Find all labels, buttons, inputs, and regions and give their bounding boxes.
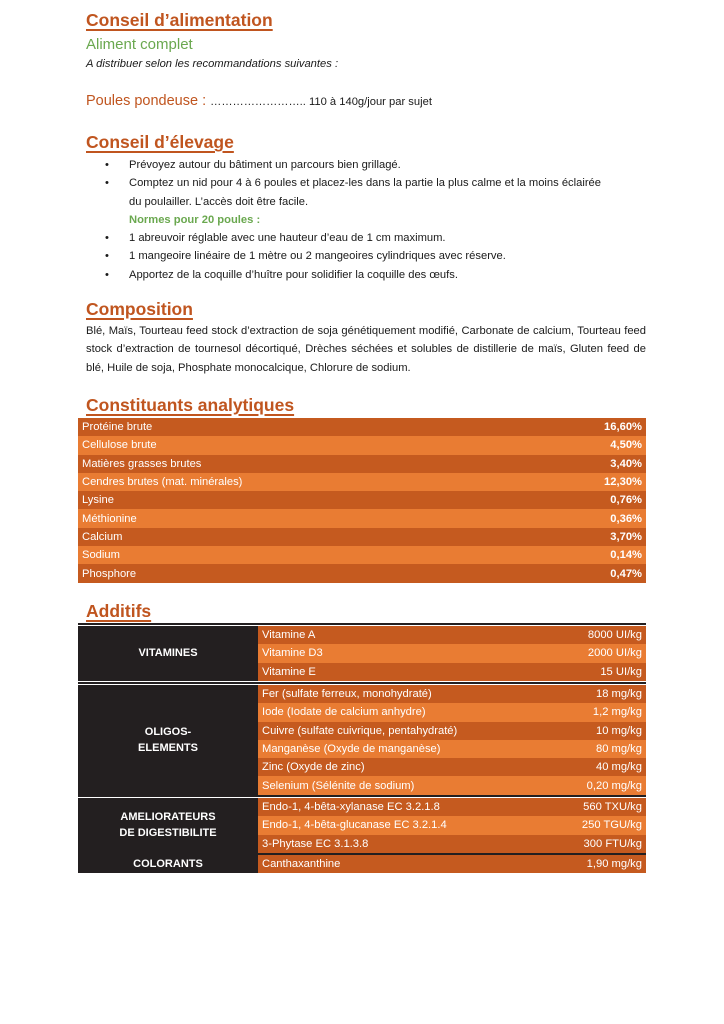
table-row: Fer (sulfate ferreux, monohydraté) 18 mg/kg	[258, 685, 646, 703]
dosage-label: Poules pondeuse :	[86, 93, 211, 109]
table-row: Sodium 0,14%	[78, 546, 646, 564]
section-title-analytics: Constituants analytiques	[86, 395, 295, 415]
table-row: Zinc (Oxyde de zinc) 40 mg/kg	[258, 758, 646, 776]
list-item: • Comptez un nid pour 4 à 6 poules et placez-les dans la partie la plus calme et la moins éclairée	[129, 174, 649, 192]
additive-group-digestibility	[78, 798, 646, 853]
table-row: Iode (Iodate de calcium anhydre) 1,2 mg/kg	[258, 703, 646, 721]
divider	[78, 623, 646, 625]
table-row: Canthaxanthine 1,90 mg/kg	[258, 855, 646, 873]
table-row: Phosphore 0,47%	[78, 564, 646, 582]
list-item: • Prévoyez autour du bâtiment un parcours bien grillagé.	[129, 156, 649, 174]
table-row: Vitamine D3 2000 UI/kg	[258, 644, 646, 662]
table-row: Méthionine 0,36%	[78, 509, 646, 527]
bullet-icon: •	[105, 250, 109, 263]
table-row: Calcium 3,70%	[78, 528, 646, 546]
section-title-feeding: Conseil d’alimentation	[86, 10, 273, 30]
analytics-table	[78, 418, 646, 583]
table-row: Protéine brute 16,60%	[78, 418, 646, 436]
bullet-icon: •	[105, 232, 109, 245]
category-label: VITAMINES	[78, 626, 258, 681]
norms-label: Normes pour 20 poules :	[129, 213, 261, 226]
section-title-additives: Additifs	[86, 601, 152, 621]
table-row: Cendres brutes (mat. minérales) 12,30%	[78, 473, 646, 491]
additive-group-trace-elements	[78, 685, 646, 795]
divider	[78, 795, 646, 797]
table-row: Endo-1, 4-bêta-xylanase EC 3.2.1.8 560 TXU/kg	[258, 798, 646, 816]
category-label: OLIGOS- ELEMENTS	[78, 685, 258, 795]
additive-group-vitamins	[78, 626, 646, 681]
section-title-composition: Composition	[86, 299, 193, 319]
section-title-breeding: Conseil d’élevage	[86, 132, 234, 152]
feed-type: Aliment complet	[86, 36, 193, 53]
dosage-value: …………………….. 110 à 140g/jour par sujet	[210, 96, 432, 108]
feeding-instruction: A distribuer selon les recommandations suivantes :	[86, 58, 339, 70]
table-row: Selenium (Sélénite de sodium) 0,20 mg/kg	[258, 776, 646, 794]
composition-text: Blé, Maïs, Tourteau feed stock d’extraction de soja génétiquement modifié, Carbonate de calcium, Tourteau feed stock d’extraction de tournesol décortiqué, Drèches séchées et solubles de distillerie de maïs, Gluten feed de blé, Huile de soja, Phosphate monocalcique, Chlorure de sodium.	[86, 325, 646, 374]
table-row: 3-Phytase EC 3.1.3.8 300 FTU/kg	[258, 835, 646, 853]
list-item: • Apportez de la coquille d’huître pour solidifier la coquille des œufs.	[129, 266, 649, 284]
table-row: Cuivre (sulfate cuivrique, pentahydraté) 10 mg/kg	[258, 722, 646, 740]
dosage-line	[86, 93, 432, 109]
bullet-icon: •	[105, 159, 109, 171]
additive-group-colorants	[78, 855, 646, 873]
category-label: AMELIORATEURS DE DIGESTIBILITE	[78, 798, 258, 853]
table-row: Matières grasses brutes 3,40%	[78, 455, 646, 473]
category-label: COLORANTS	[78, 855, 258, 873]
list-item: • 1 abreuvoir réglable avec une hauteur d’eau de 1 cm maximum.	[129, 229, 649, 247]
divider	[78, 682, 646, 684]
bullet-icon: •	[105, 268, 109, 281]
table-row: Endo-1, 4-bêta-glucanase EC 3.2.1.4 250 TGU/kg	[258, 816, 646, 834]
table-row: Lysine 0,76%	[78, 491, 646, 509]
breeding-list	[105, 156, 649, 284]
table-row: Vitamine E 15 UI/kg	[258, 663, 646, 681]
list-item-continuation: du poulailler. L’accès doit être facile.	[129, 195, 309, 208]
table-row: Vitamine A 8000 UI/kg	[258, 626, 646, 644]
list-item: • 1 mangeoire linéaire de 1 mètre ou 2 mangeoires cylindriques avec réserve.	[129, 247, 649, 265]
bullet-icon: •	[105, 177, 109, 190]
table-row: Manganèse (Oxyde de manganèse) 80 mg/kg	[258, 740, 646, 758]
table-row: Cellulose brute 4,50%	[78, 436, 646, 454]
